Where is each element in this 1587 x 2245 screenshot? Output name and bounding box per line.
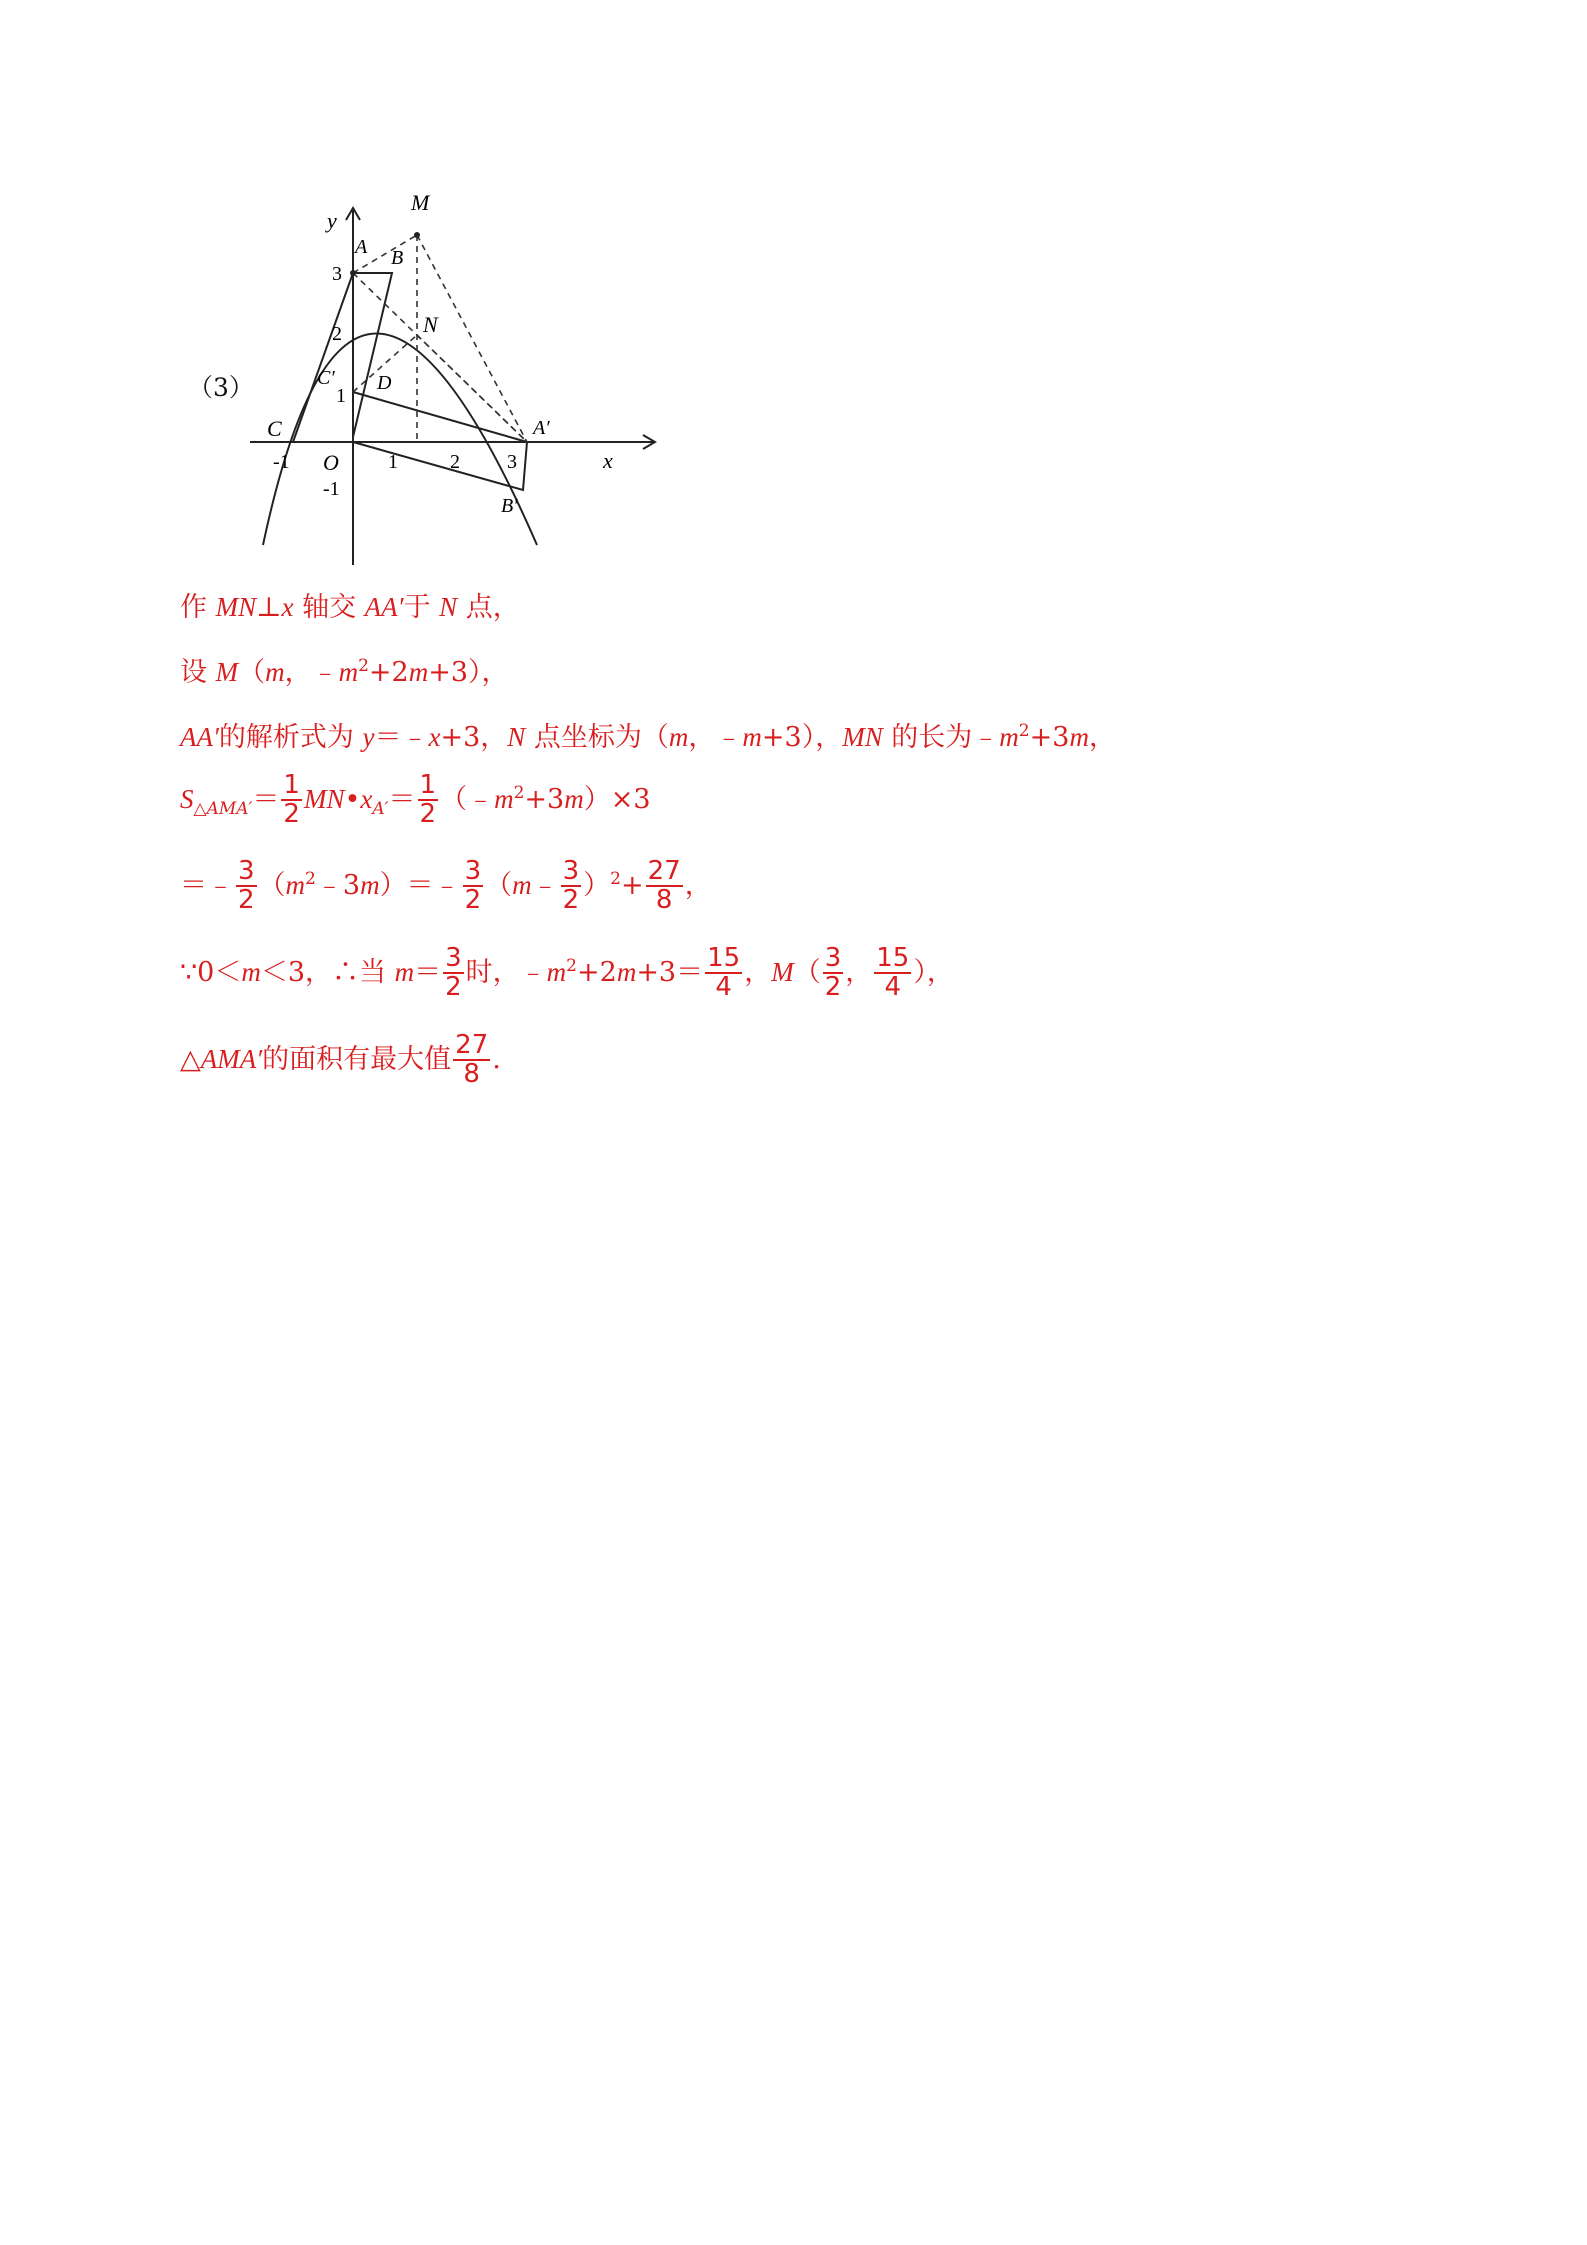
rectangle-ab	[353, 273, 392, 437]
text-fragment: m	[668, 722, 689, 752]
text-fragment: .	[492, 1043, 501, 1075]
text-fragment: AA′	[364, 592, 404, 622]
text-fragment: •	[344, 783, 361, 815]
fraction	[463, 858, 484, 915]
solution-line-3	[180, 715, 1116, 754]
text-fragment: ＝	[414, 956, 442, 988]
text-fragment: ＝	[252, 783, 280, 815]
denominator: 2	[562, 885, 580, 916]
numerator: 1	[283, 770, 300, 800]
fraction	[705, 945, 742, 1002]
text-fragment: ），	[913, 956, 954, 988]
exponent: 2	[305, 868, 316, 889]
text-fragment: m	[564, 783, 584, 814]
solution-line-7	[180, 1032, 501, 1089]
text-fragment: （	[238, 657, 266, 688]
text-fragment: （	[793, 956, 821, 988]
text-fragment: +3，	[440, 722, 508, 753]
text-fragment: +3），	[428, 657, 509, 688]
text-fragment: ，﹣	[284, 657, 339, 688]
denominator: 8	[463, 1059, 480, 1090]
denominator: 2	[283, 799, 300, 830]
numerator: 15	[876, 943, 910, 973]
fraction	[418, 772, 439, 829]
exponent: 2	[1018, 721, 1030, 741]
text-fragment: x	[428, 722, 441, 752]
text-fragment: +2	[577, 956, 617, 988]
numerator: 27	[455, 1030, 489, 1060]
text-fragment: +3），	[761, 722, 843, 753]
text-fragment: +3＝	[636, 956, 704, 988]
text-fragment: （	[485, 869, 513, 901]
denominator: 2	[419, 799, 437, 830]
text-fragment: x	[360, 783, 373, 814]
text-fragment: 的解析式为	[218, 722, 363, 753]
denominator: 4	[884, 972, 902, 1003]
text-fragment: △	[180, 1043, 201, 1075]
tick-x-1: 1	[388, 451, 398, 473]
fraction	[236, 858, 257, 915]
denominator: 2	[238, 885, 255, 916]
fraction	[443, 945, 464, 1002]
fraction	[874, 945, 911, 1002]
tick-x-3: 3	[507, 451, 517, 473]
text-fragment: m	[338, 657, 359, 687]
solution-line-2	[180, 650, 509, 689]
text-fragment: +3	[1029, 722, 1070, 753]
solution-line-5	[180, 858, 712, 915]
numerator: 15	[707, 943, 741, 973]
dashed-m-a-prime	[417, 235, 527, 442]
text-fragment: ＝	[388, 783, 416, 815]
tick-y-neg1: -1	[323, 478, 340, 500]
text-fragment: 时，﹣	[465, 956, 547, 988]
text-fragment: +	[620, 869, 644, 901]
text-fragment: m	[285, 869, 306, 900]
label-axis-y: y	[327, 208, 337, 233]
text-fragment: M	[215, 657, 239, 687]
label-n: N	[423, 312, 438, 337]
label-m: M	[411, 190, 430, 215]
fraction	[281, 772, 302, 829]
text-fragment: ，	[845, 956, 873, 988]
point-a	[350, 270, 356, 276]
label-a-prime: A′	[533, 417, 550, 439]
text-fragment: 作	[180, 592, 216, 623]
exponent: 2	[513, 782, 525, 803]
text-fragment: AMA′	[200, 1043, 263, 1074]
tick-y-2: 2	[332, 323, 342, 345]
subscript: △AMA′	[193, 799, 253, 820]
text-fragment: MN	[303, 783, 345, 814]
text-fragment: ）	[583, 869, 611, 901]
text-fragment: M	[771, 956, 794, 987]
text-fragment: +3	[524, 783, 565, 815]
tick-x-2: 2	[450, 451, 460, 473]
text-fragment: ，﹣	[688, 722, 743, 753]
numerator: 3	[824, 943, 842, 973]
text-fragment: N	[439, 592, 458, 622]
tick-y-3: 3	[332, 263, 342, 285]
label-a: A	[355, 236, 368, 258]
text-fragment: 的长为﹣	[882, 722, 1000, 753]
text-fragment: ，	[744, 956, 772, 988]
text-fragment: y	[362, 722, 375, 752]
text-fragment: MN	[215, 592, 257, 622]
tick-y-1: 1	[336, 385, 346, 407]
text-fragment: ＝﹣	[180, 869, 234, 901]
text-fragment: 轴交	[293, 592, 365, 623]
label-origin: O	[323, 450, 339, 475]
text-fragment: MN	[842, 722, 883, 752]
fraction	[561, 858, 582, 915]
text-fragment: ，	[684, 869, 712, 901]
numerator: 1	[419, 770, 437, 800]
text-fragment: m	[616, 956, 637, 987]
numerator: 3	[562, 856, 580, 886]
part-label: （3）	[188, 373, 254, 402]
text-fragment: ）×3	[583, 783, 651, 815]
text-fragment: N	[507, 722, 526, 752]
solution-line-4	[180, 772, 651, 829]
exponent: 2	[566, 955, 577, 976]
label-d: D	[377, 372, 392, 394]
label-b: B	[391, 247, 404, 269]
rectangle-a-prime-b-prime	[353, 442, 527, 490]
denominator: 2	[824, 972, 842, 1003]
exponent: 2	[610, 868, 621, 889]
parabola-figure	[245, 180, 665, 580]
point-m	[414, 232, 420, 238]
text-fragment: （	[258, 869, 286, 901]
text-fragment: ，	[1088, 722, 1116, 753]
label-b-prime: B′	[501, 495, 518, 517]
text-fragment: 于	[403, 592, 440, 623]
subscript: A′	[372, 799, 389, 820]
numerator: 3	[464, 856, 482, 886]
text-fragment: （﹣	[440, 783, 495, 815]
text-fragment: 设	[180, 657, 216, 688]
text-fragment: ＜3，∴当	[260, 956, 395, 988]
denominator: 2	[464, 885, 482, 916]
text-fragment: ）＝﹣	[379, 869, 461, 901]
label-c: C	[267, 416, 282, 441]
numerator: 3	[238, 856, 255, 886]
numerator: 27	[647, 856, 681, 886]
parabola-curve	[263, 334, 537, 546]
label-c-prime: C′	[317, 367, 335, 389]
fraction	[453, 1032, 490, 1089]
exponent: 2	[358, 656, 369, 676]
solution-line-1	[180, 585, 520, 624]
text-fragment: m	[742, 722, 762, 752]
segment-c-a	[293, 273, 353, 442]
text-fragment: m	[360, 869, 380, 900]
text-fragment: 的面积有最大值	[262, 1043, 452, 1075]
text-fragment: S	[180, 783, 194, 814]
fraction	[823, 945, 844, 1002]
text-fragment: 点坐标为（	[525, 722, 669, 753]
text-fragment: m	[1069, 722, 1089, 752]
segment-c-prime-a-prime	[353, 392, 527, 442]
text-fragment: m	[265, 657, 285, 687]
text-fragment: ﹣3	[315, 869, 361, 901]
text-fragment: 点，	[457, 592, 520, 623]
text-fragment: m	[408, 657, 429, 687]
text-fragment: m	[999, 722, 1019, 752]
denominator: 4	[715, 972, 732, 1003]
text-fragment: m	[546, 956, 567, 987]
tick-x-neg1: -1	[273, 451, 290, 473]
denominator: 2	[445, 972, 462, 1003]
text-fragment: ＝﹣	[374, 722, 429, 753]
text-fragment: ∵0＜	[180, 956, 242, 988]
text-fragment: ﹣	[531, 869, 559, 901]
text-fragment: m	[241, 956, 261, 987]
numerator: 3	[445, 943, 462, 973]
text-fragment: AA′	[180, 722, 219, 752]
fraction	[646, 858, 683, 915]
text-fragment: ⊥	[256, 592, 282, 623]
solution-line-6	[180, 945, 954, 1002]
text-fragment: +2	[368, 657, 409, 688]
text-fragment: m	[494, 783, 514, 814]
text-fragment: m	[512, 869, 532, 900]
text-fragment: m	[394, 956, 415, 987]
label-axis-x: x	[603, 448, 613, 473]
denominator: 8	[655, 885, 673, 916]
text-fragment: x	[281, 592, 294, 622]
